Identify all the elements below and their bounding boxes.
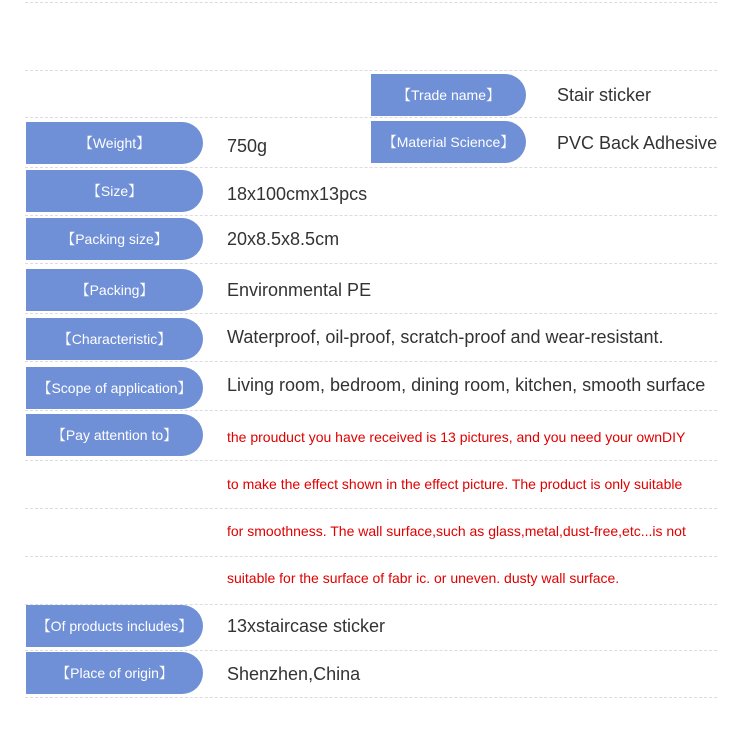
origin-value: Shenzhen,China [227,664,361,684]
divider [25,508,717,509]
divider [25,167,717,168]
characteristic-value: Waterproof, oil-proof, scratch-proof and wear-resistant. [227,327,664,347]
material-label: 【Material Science】 [371,121,526,163]
divider [25,215,717,216]
packing-label: 【Packing】 [26,269,203,311]
divider [25,2,717,3]
packing-size-value: 20x8.5x8.5cm [227,229,340,249]
divider [25,650,717,651]
divider [25,361,717,362]
divider [25,117,717,118]
size-label: 【Size】 [26,170,203,212]
weight-value: 750g [227,136,268,156]
divider [25,313,717,314]
scope-value: Living room, bedroom, dining room, kitchen, smooth surface [227,375,706,395]
divider [25,70,717,71]
origin-label: 【Place of origin】 [26,652,203,694]
attention-line: for smoothness. The wall surface,such as glass,metal,dust-free,etc...is not [227,523,686,539]
packing-value: Environmental PE [227,280,372,300]
packing-size-label: 【Packing size】 [26,218,203,260]
divider [25,556,717,557]
divider [25,697,717,698]
trade-name-value: Stair sticker [557,85,652,105]
material-value: PVC Back Adhesive [557,133,718,153]
characteristic-label: 【Characteristic】 [26,318,203,360]
scope-label: 【Scope of application】 [26,367,203,409]
attention-line: to make the effect shown in the effect picture. The product is only suitable [227,476,683,492]
size-value: 18x100cmx13pcs [227,184,368,204]
includes-label: 【Of products includes】 [26,605,203,647]
includes-value: 13xstaircase sticker [227,616,386,636]
weight-label: 【Weight】 [26,122,203,164]
divider [25,263,717,264]
attention-label: 【Pay attention to】 [26,414,203,456]
divider [25,460,717,461]
divider [25,410,717,411]
trade-name-label: 【Trade name】 [371,74,526,116]
attention-line: the prouduct you have received is 13 pictures, and you need your ownDIY [227,429,686,445]
attention-line: suitable for the surface of fabr ic. or uneven. dusty wall surface. [227,570,620,586]
